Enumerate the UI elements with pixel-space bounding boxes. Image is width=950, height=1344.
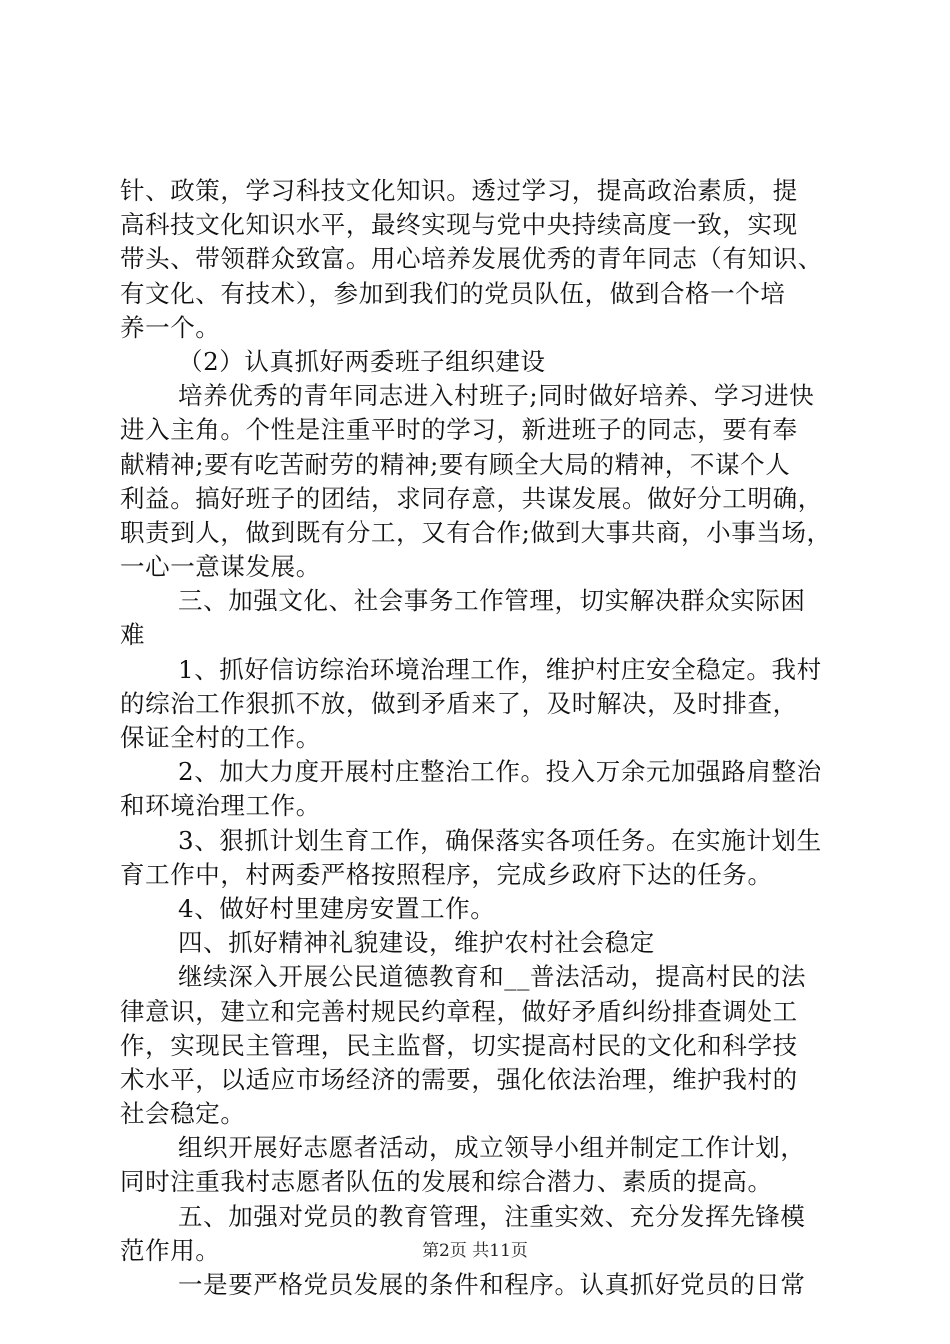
text-line: 带头、带领群众致富。用心培养发展优秀的青年同志（有知识、 (120, 244, 823, 274)
text-line: 同时注重我村志愿者队伍的发展和综合潜力、素质的提高。 (120, 1167, 773, 1197)
text-line: 职责到人，做到既有分工，又有合作;做到大事共商，小事当场， (120, 517, 832, 547)
text-line: 术水平，以适应市场经济的需要，强化依法治理，维护我村的 (120, 1064, 798, 1094)
text-line: 三、加强文化、社会事务工作管理，切实解决群众实际困 (178, 586, 806, 616)
text-line: 献精神;要有吃苦耐劳的精神;要有顾全大局的精神，不谋个人 (120, 449, 791, 479)
text-line: （2）认真抓好两委班子组织建设 (178, 346, 546, 376)
text-line: 五、加强对党员的教育管理，注重实效、充分发挥先锋模 (178, 1201, 806, 1231)
text-line: 范作用。 (120, 1235, 221, 1265)
text-line: 培养优秀的青年同志进入村班子;同时做好培养、学习进快 (178, 381, 815, 411)
text-line: 的综治工作狠抓不放，做到矛盾来了，及时解决，及时排查， (120, 688, 798, 718)
text-line: 利益。搞好班子的团结，求同存意，共谋发展。做好分工明确， (120, 483, 823, 513)
text-line: 一是要严格党员发展的条件和程序。认真抓好党员的日常 (178, 1270, 806, 1299)
text-line: 组织开展好志愿者活动，成立领导小组并制定工作计划， (178, 1133, 806, 1163)
text-line: 育工作中，村两委严格按照程序，完成乡政府下达的任务。 (120, 859, 773, 889)
text-line: 四、抓好精神礼貌建设，维护农村社会稳定 (178, 928, 655, 958)
text-line: 针、政策，学习科技文化知识。透过学习，提高政治素质，提 (120, 176, 798, 205)
text-line: 律意识，建立和完善村规民约章程，做好矛盾纠纷排查调处工 (120, 996, 798, 1026)
text-line: 1、抓好信访综治环境治理工作，维护村庄安全稳定。我村 (178, 654, 822, 684)
text-line: 和环境治理工作。 (120, 791, 321, 821)
text-line: 一心一意谋发展。 (120, 552, 321, 582)
text-line: 保证全村的工作。 (120, 723, 321, 752)
text-line: 难 (120, 620, 146, 650)
text-line: 高科技文化知识水平，最终实现与党中央持续高度一致，实现 (120, 210, 798, 240)
text-line: 3、狠抓计划生育工作，确保落实各项任务。在实施计划生 (178, 825, 822, 855)
body-text (120, 174, 836, 1302)
text-line: 2、加大力度开展村庄整治工作。投入万余元加强路肩整治 (178, 757, 822, 787)
text-line: 作，实现民主管理，民主监督，切实提高村民的文化和科学技 (120, 1030, 798, 1060)
page-footer: 第2页 共11页 (422, 1241, 528, 1261)
text-line: 社会稳定。 (120, 1099, 246, 1129)
text-line: 继续深入开展公民道德教育和__普法活动，提高村民的法 (178, 962, 807, 992)
text-line: 4、做好村里建房安置工作。 (178, 893, 496, 923)
text-line: 养一个。 (120, 312, 221, 342)
text-line: 进入主角。个性是注重平时的学习，新进班子的同志，要有奉 (120, 415, 798, 445)
text-line: 有文化、有技术），参加到我们的党员队伍，做到合格一个培 (120, 278, 786, 308)
